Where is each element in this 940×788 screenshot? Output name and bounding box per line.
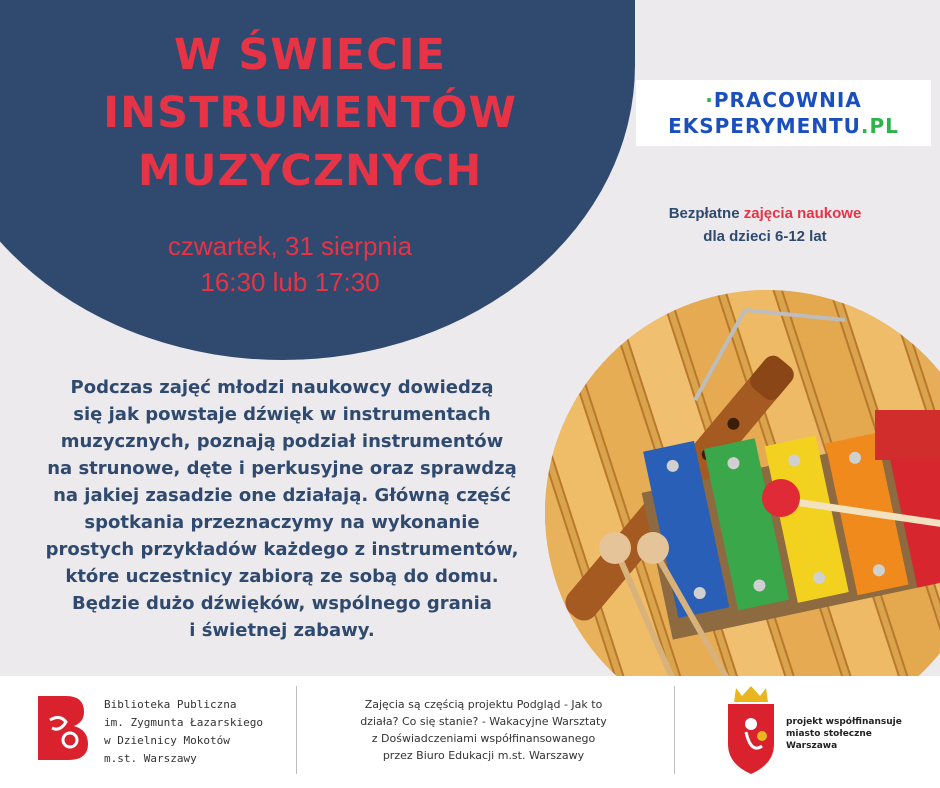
warsaw-line: Warszawa	[786, 741, 838, 751]
free-info-line-1: Bezpłatne zajęcia naukowe	[668, 205, 862, 222]
description-line: prostych przykładów każdego z instrumentów,	[45, 539, 519, 560]
description-line: Będzie dużo dźwięków, wspólnego grania	[72, 593, 492, 614]
poster-title	[30, 26, 590, 200]
library-line: w Dzielnicy Mokotów	[104, 734, 230, 747]
description-line: Podczas zajęć młodzi naukowcy dowiedzą	[70, 377, 494, 398]
logo-line-1: ·PRACOWNIA	[705, 88, 862, 112]
warsaw-line: projekt współfinansuje	[786, 717, 902, 727]
description-line: spotkania przeznaczymy na wykonanie	[84, 512, 480, 533]
description-line: na jakiej zasadzie one działają. Główną część	[53, 485, 511, 506]
project-line: z Doświadczeniami współfinansowanego	[371, 732, 596, 745]
description-line: się jak powstaje dźwięk w instrumentach	[73, 404, 491, 425]
event-datetime	[80, 228, 500, 300]
project-line: działa? Co się stanie? - Wakacyjne Warsztaty	[360, 715, 607, 728]
event-date: czwartek, 31 sierpnia	[167, 231, 413, 261]
title-line-2: INSTRUMENTÓW	[103, 88, 517, 138]
free-info-line-2: dla dzieci 6-12 lat	[703, 228, 827, 245]
description-line: i świetnej zabawy.	[189, 620, 375, 641]
footer-divider	[674, 686, 675, 774]
title-line-3: MUZYCZNYCH	[137, 146, 483, 196]
event-time: 16:30 lub 17:30	[200, 267, 380, 297]
logo-line-2: EKSPERYMENTU.PL	[668, 114, 899, 138]
library-name	[104, 696, 294, 768]
warsaw-cofinancing	[786, 716, 936, 752]
description-line: na strunowe, dęte i perkusyjne oraz sprawdzą	[47, 458, 517, 479]
event-description	[22, 374, 542, 644]
title-line-1: W ŚWIECIE	[173, 30, 447, 80]
xylophone-illustration	[545, 290, 940, 735]
free-classes-info	[600, 202, 930, 248]
library-line: Biblioteka Publiczna	[104, 698, 237, 711]
footer	[0, 676, 940, 788]
footer-divider	[296, 686, 297, 774]
description-line: które uczestnicy zabiorą ze sobą do domu.	[65, 566, 499, 587]
warsaw-line: miasto stołeczne	[786, 729, 872, 739]
library-line: m.st. Warszawy	[104, 752, 197, 765]
project-info	[306, 696, 661, 764]
library-line: im. Zygmunta Łazarskiego	[104, 716, 263, 729]
project-line: Zajęcia są częścią projektu Podgląd - Jak to	[364, 698, 603, 711]
description-line: muzycznych, poznają podział instrumentów	[60, 431, 504, 452]
library-logo-icon	[32, 692, 90, 764]
instruments-photo	[545, 290, 940, 735]
pracownia-eksperymentu-logo	[636, 80, 931, 146]
warsaw-coat-of-arms-icon	[722, 684, 780, 776]
project-line: przez Biuro Edukacji m.st. Warszawy	[382, 749, 585, 762]
